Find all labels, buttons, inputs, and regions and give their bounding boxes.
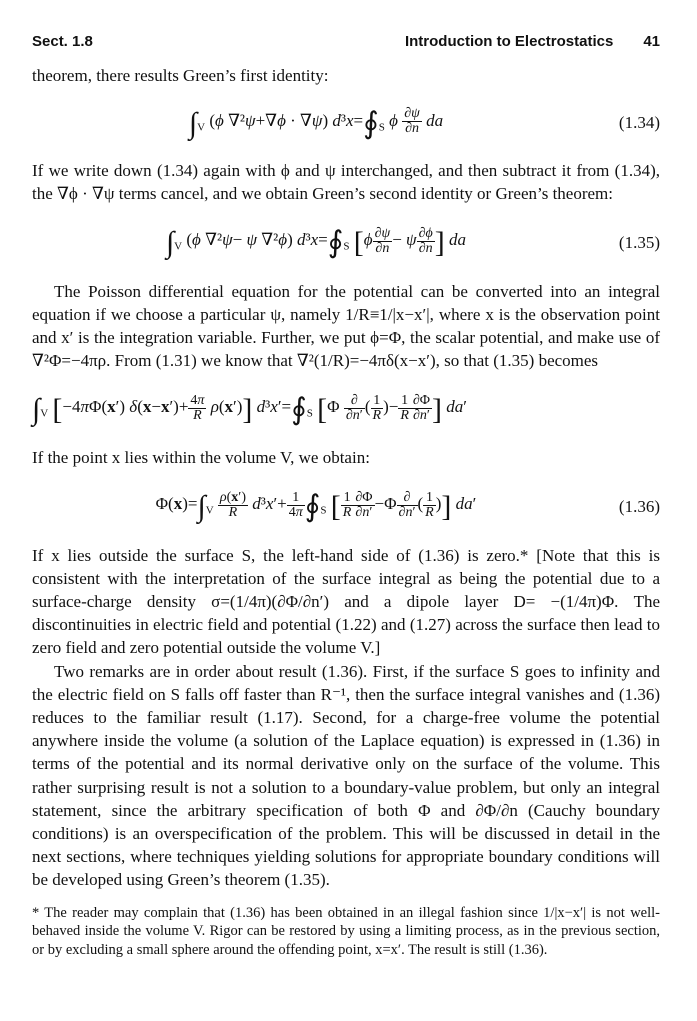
equation-number: (1.34)	[618, 113, 660, 133]
paragraph-6: Two remarks are in order about result (1.36). First, if the surface S goes to infinity and the electric field on S falls off faster than R⁻¹, then the surface integral vanishes and (1.36) reduces to the familiar result (1.17). Second, for a charge-free volume the potential anywhere inside the volume (a solution of the Laplace equation) is expressed in (1.36) in terms of the potential and its normal derivative only on the surface of the volume. This rather surprising result is not a solution to a boundary-value problem, but only an integral statement, since the arbitrary specification of both Φ and ∂Φ/∂n (Cauchy boundary conditions) is an overspecification of the problem. This will be discussed in detail in the next sections, where techniques yielding solutions for appropriate boundary conditions will be developed using Green’s theorem (1.35).	[32, 661, 660, 890]
equation-1-34	[32, 95, 660, 151]
section-label: Sect. 1.8	[32, 33, 93, 50]
equation-number: (1.35)	[618, 232, 660, 252]
equation-unnumbered-formula: $\int_V$ [−4πΦ(x′) δ(x−x′)+ $\frac{4\pi}{R}$ ρ(x′)] $d^3x'=∮_S$ [Φ $\frac{\partial}{\partial n'}$ ( $\frac{1}{R}$ )− $\frac{1}{R}$ $\frac{\partial\Phi}{\partial n'}$ ] da′	[32, 392, 467, 426]
page-body	[32, 64, 660, 959]
page-number: 41	[643, 33, 660, 50]
equation-1-34-formula: $\int_V$ (ϕ ∇²ψ+∇ϕ · ∇ψ) $d^3x=∮_S$ ϕ $\frac{\partial\psi}{\partial n}$ da	[188, 106, 444, 140]
chapter-title: Introduction to Electrostatics	[404, 33, 614, 50]
paragraph-4: If the point x lies within the volume V, we obtain:	[32, 448, 370, 468]
equation-unnumbered	[32, 380, 660, 438]
paragraph-3: The Poisson differential equation for the potential can be converted into an integral equation if we choose a particular ψ, namely 1/R≡1/|x−x′|, where x is the observation point and x′ is the integration variable. Further, we put ϕ=Φ, the scalar potential, and make use of ∇²Φ=−4πρ. From (1.31) we know that ∇²(1/R)=−4πδ(x−x′), so that (1.35) becomes	[32, 281, 660, 371]
paragraph-1: theorem, there results Green’s first identity:	[32, 66, 329, 85]
footnote: * The reader may complain that (1.36) has been obtained in an illegal fashion since 1/|x−x′| is not well-behaved inside the volume V. Rigor can be restored by using a limiting process, as in the previous section, or by excluding a small sphere around the offending point, x=x′. The result is still (1.36).	[32, 904, 660, 958]
paragraph-5: If x lies outside the surface S, the left-hand side of (1.36) is zero.* [Note that this is consistent with the interpretation of the surface integral as being the potential due to a surface-charge density σ=(1/4π)(∂Φ/∂n′) and a dipole layer D= −(1/4π)Φ. The discontinuities in electric field and potential (1.22) and (1.27) across the surface then lead to zero field and zero potential outside the volume V.]	[32, 545, 660, 658]
equation-1-35-formula: $\int_V$ (ϕ ∇²ψ− ψ ∇²ϕ) $d^3x=∮_S$ [ϕ $\frac{\partial\psi}{\partial n}$ − ψ $\frac{\partial\phi}{\partial n}$ ] da	[165, 225, 467, 260]
equation-1-35	[32, 214, 660, 272]
equation-1-36-formula: $\Phi(x)=\int_V$ $\frac{\rho(x')}{R}$ d³x′+ $\frac{1}{4\pi}$ $∮_S$ [ $\frac{1}{R}$ $\frac{\partial\Phi}{\partial n'}$ −Φ $\frac{\partial}{\partial n'}$ ( $\frac{1}{R}$ )] da′	[155, 489, 477, 524]
running-header	[32, 33, 660, 50]
equation-number: (1.36)	[618, 496, 660, 516]
equation-1-36	[32, 478, 660, 536]
paragraph-2: If we write down (1.34) again with ϕ and ψ interchanged, and then subtract it from (1.34), the ∇ϕ · ∇ψ terms cancel, and we obtain Green’s second identity or Green’s theorem:	[32, 161, 660, 204]
